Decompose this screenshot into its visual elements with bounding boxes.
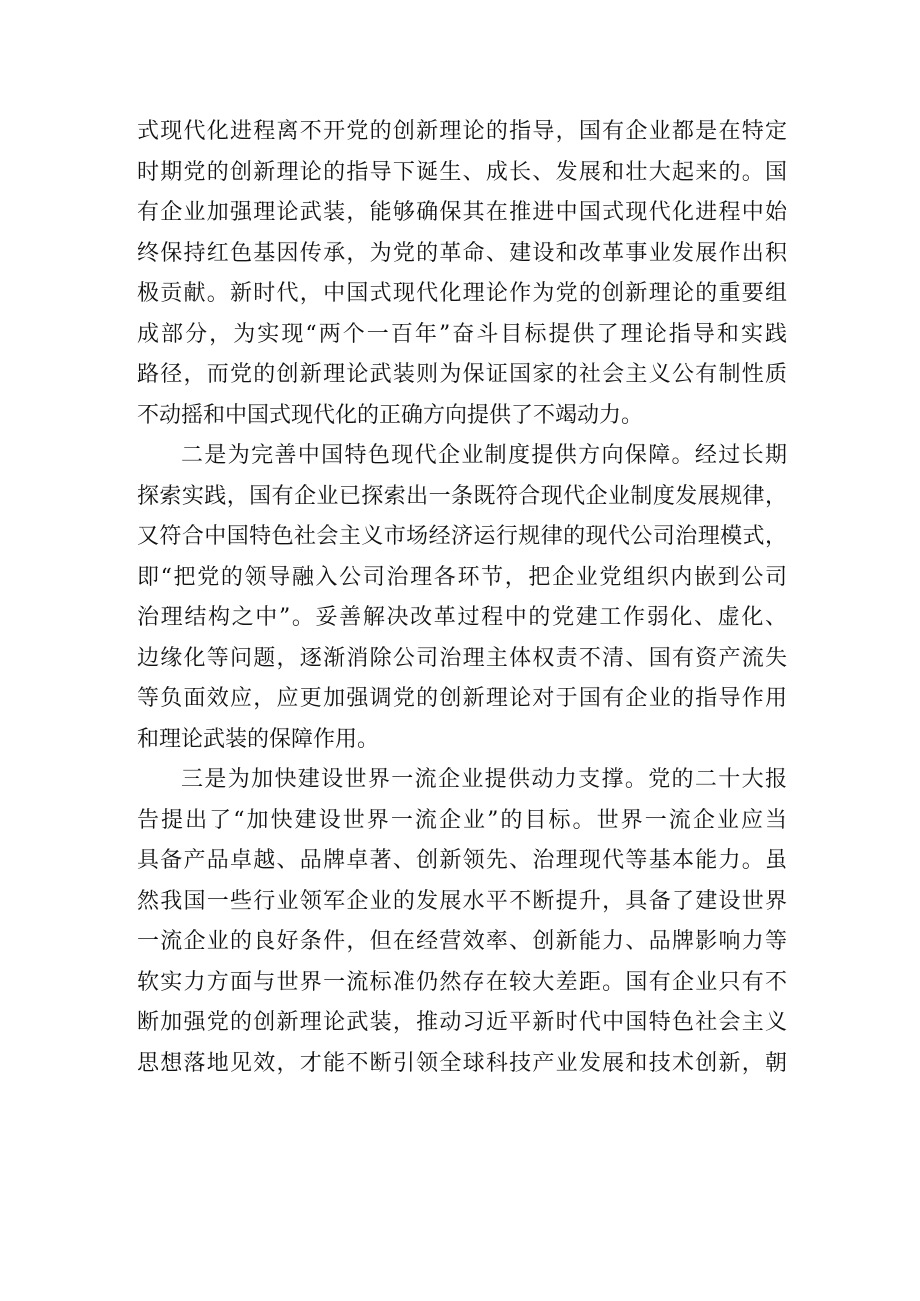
text-line: 具备产品卓越、品牌卓著、创新领先、治理现代等基本能力。虽: [137, 848, 787, 873]
text-line: 时期党的创新理论的指导下诞生、成长、发展和壮大起来的。国: [137, 159, 787, 185]
text-line: 治理结构之中”。妥善解决改革过程中的党建工作弱化、虚化、: [137, 605, 787, 630]
text-line: 终保持红色基因传承，为党的革命、建设和改革事业发展作出积: [137, 240, 787, 266]
text-line: 思想落地见效，才能不断引领全球科技产业发展和技术创新，朝: [137, 1050, 787, 1076]
text-line: 和理论武装的保障作用。: [137, 726, 380, 752]
body-text: [137, 112, 787, 1084]
text-line: 不动摇和中国式现代化的正确方向提供了不竭动力。: [137, 402, 644, 428]
text-line: 三是为加快建设世界一流企业提供动力支撑。党的二十大报: [181, 767, 787, 792]
text-line: 断加强党的创新理论武装，推动习近平新时代中国特色社会主义: [137, 1010, 787, 1035]
text-line: 一流企业的良好条件，但在经营效率、创新能力、品牌影响力等: [137, 929, 787, 954]
text-line: 软实力方面与世界一流标准仍然存在较大差距。国有企业只有不: [137, 969, 787, 995]
paragraph-1: [137, 112, 787, 436]
text-line: 即“把党的领导融入公司治理各环节，把企业党组织内嵌到公司: [137, 564, 787, 590]
text-line: 探索实践，国有企业已探索出一条既符合现代企业制度发展规律，: [137, 483, 787, 509]
text-line: 路径，而党的创新理论武装则为保证国家的社会主义公有制性质: [137, 362, 787, 387]
text-line: 二是为完善中国特色现代企业制度提供方向保障。经过长期: [181, 443, 787, 468]
text-line: 有企业加强理论武装，能够确保其在推进中国式现代化进程中始: [137, 200, 787, 225]
paragraph-2: [137, 436, 787, 760]
text-line: 等负面效应，应更加强调党的创新理论对于国有企业的指导作用: [137, 686, 787, 711]
text-line: 极贡献。新时代，中国式现代化理论作为党的创新理论的重要组: [137, 281, 787, 306]
paragraph-3: [137, 760, 787, 1084]
text-line: 又符合中国特色社会主义市场经济运行规律的现代公司治理模式，: [137, 524, 787, 549]
text-line: 式现代化进程离不开党的创新理论的指导，国有企业都是在特定: [137, 119, 787, 144]
text-line: 告提出了“加快建设世界一流企业”的目标。世界一流企业应当: [137, 807, 787, 833]
text-line: 然我国一些行业领军企业的发展水平不断提升，具备了建设世界: [137, 888, 787, 914]
text-line: 成部分，为实现“两个一百年”奋斗目标提供了理论指导和实践: [137, 321, 787, 347]
text-line: 边缘化等问题，逐渐消除公司治理主体权责不清、国有资产流失: [137, 645, 787, 671]
